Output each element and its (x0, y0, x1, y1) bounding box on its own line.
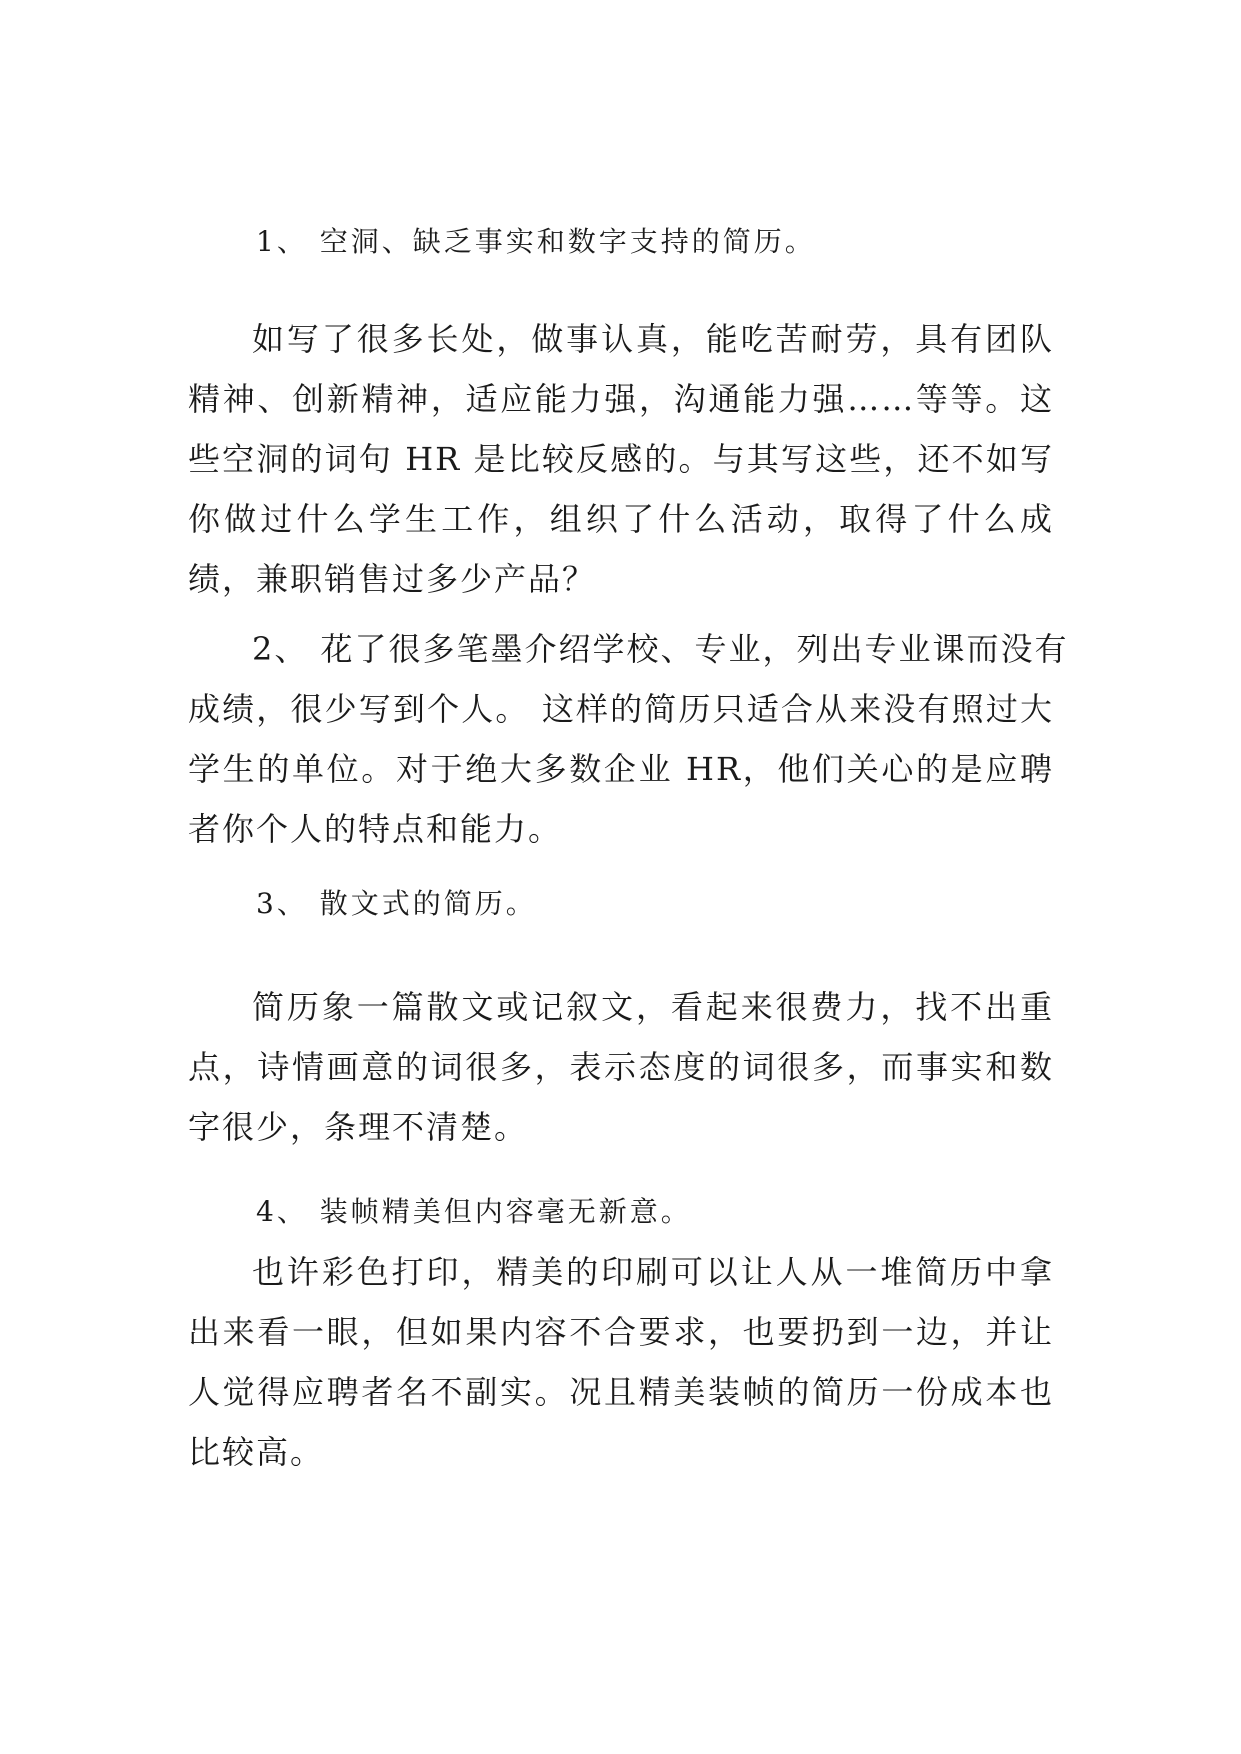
section-body-1: 如写了很多长处，做事认真，能吃苦耐劳，具有团队精神、创新精神，适应能力强，沟通能力强……等等。这些空洞的词句 HR 是比较反感的。与其写这些，还不如写你做过什么学生工作，组织了什么活动，取得了什么成绩，兼职销售过多少产品？ (188, 320, 1054, 598)
section-body-4: 也许彩色打印，精美的印刷可以让人从一堆简历中拿出来看一眼，但如果内容不合要求，也要扔到一边，并让人觉得应聘者名不副实。况且精美装帧的简历一份成本也比较高。 (188, 1253, 1054, 1471)
section-body-2: 成绩，很少写到个人。 这样的简历只适合从来没有照过大学生的单位。对于绝大多数企业 HR，他们关心的是应聘者你个人的特点和能力。 (188, 690, 1054, 848)
section-heading-1: 1、 空洞、缺乏事实和数字支持的简历。 (256, 225, 816, 258)
section-body-3: 简历象一篇散文或记叙文，看起来很费力，找不出重点，诗情画意的词很多，表示态度的词很多，而事实和数字很少，条理不清楚。 (188, 988, 1054, 1146)
section-heading-3: 3、 散文式的简历。 (256, 887, 537, 920)
section-heading-2: 2、 花了很多笔墨介绍学校、专业，列出专业课而没有 (252, 630, 1069, 668)
section-heading-4: 4、 装帧精美但内容毫无新意。 (256, 1195, 692, 1228)
